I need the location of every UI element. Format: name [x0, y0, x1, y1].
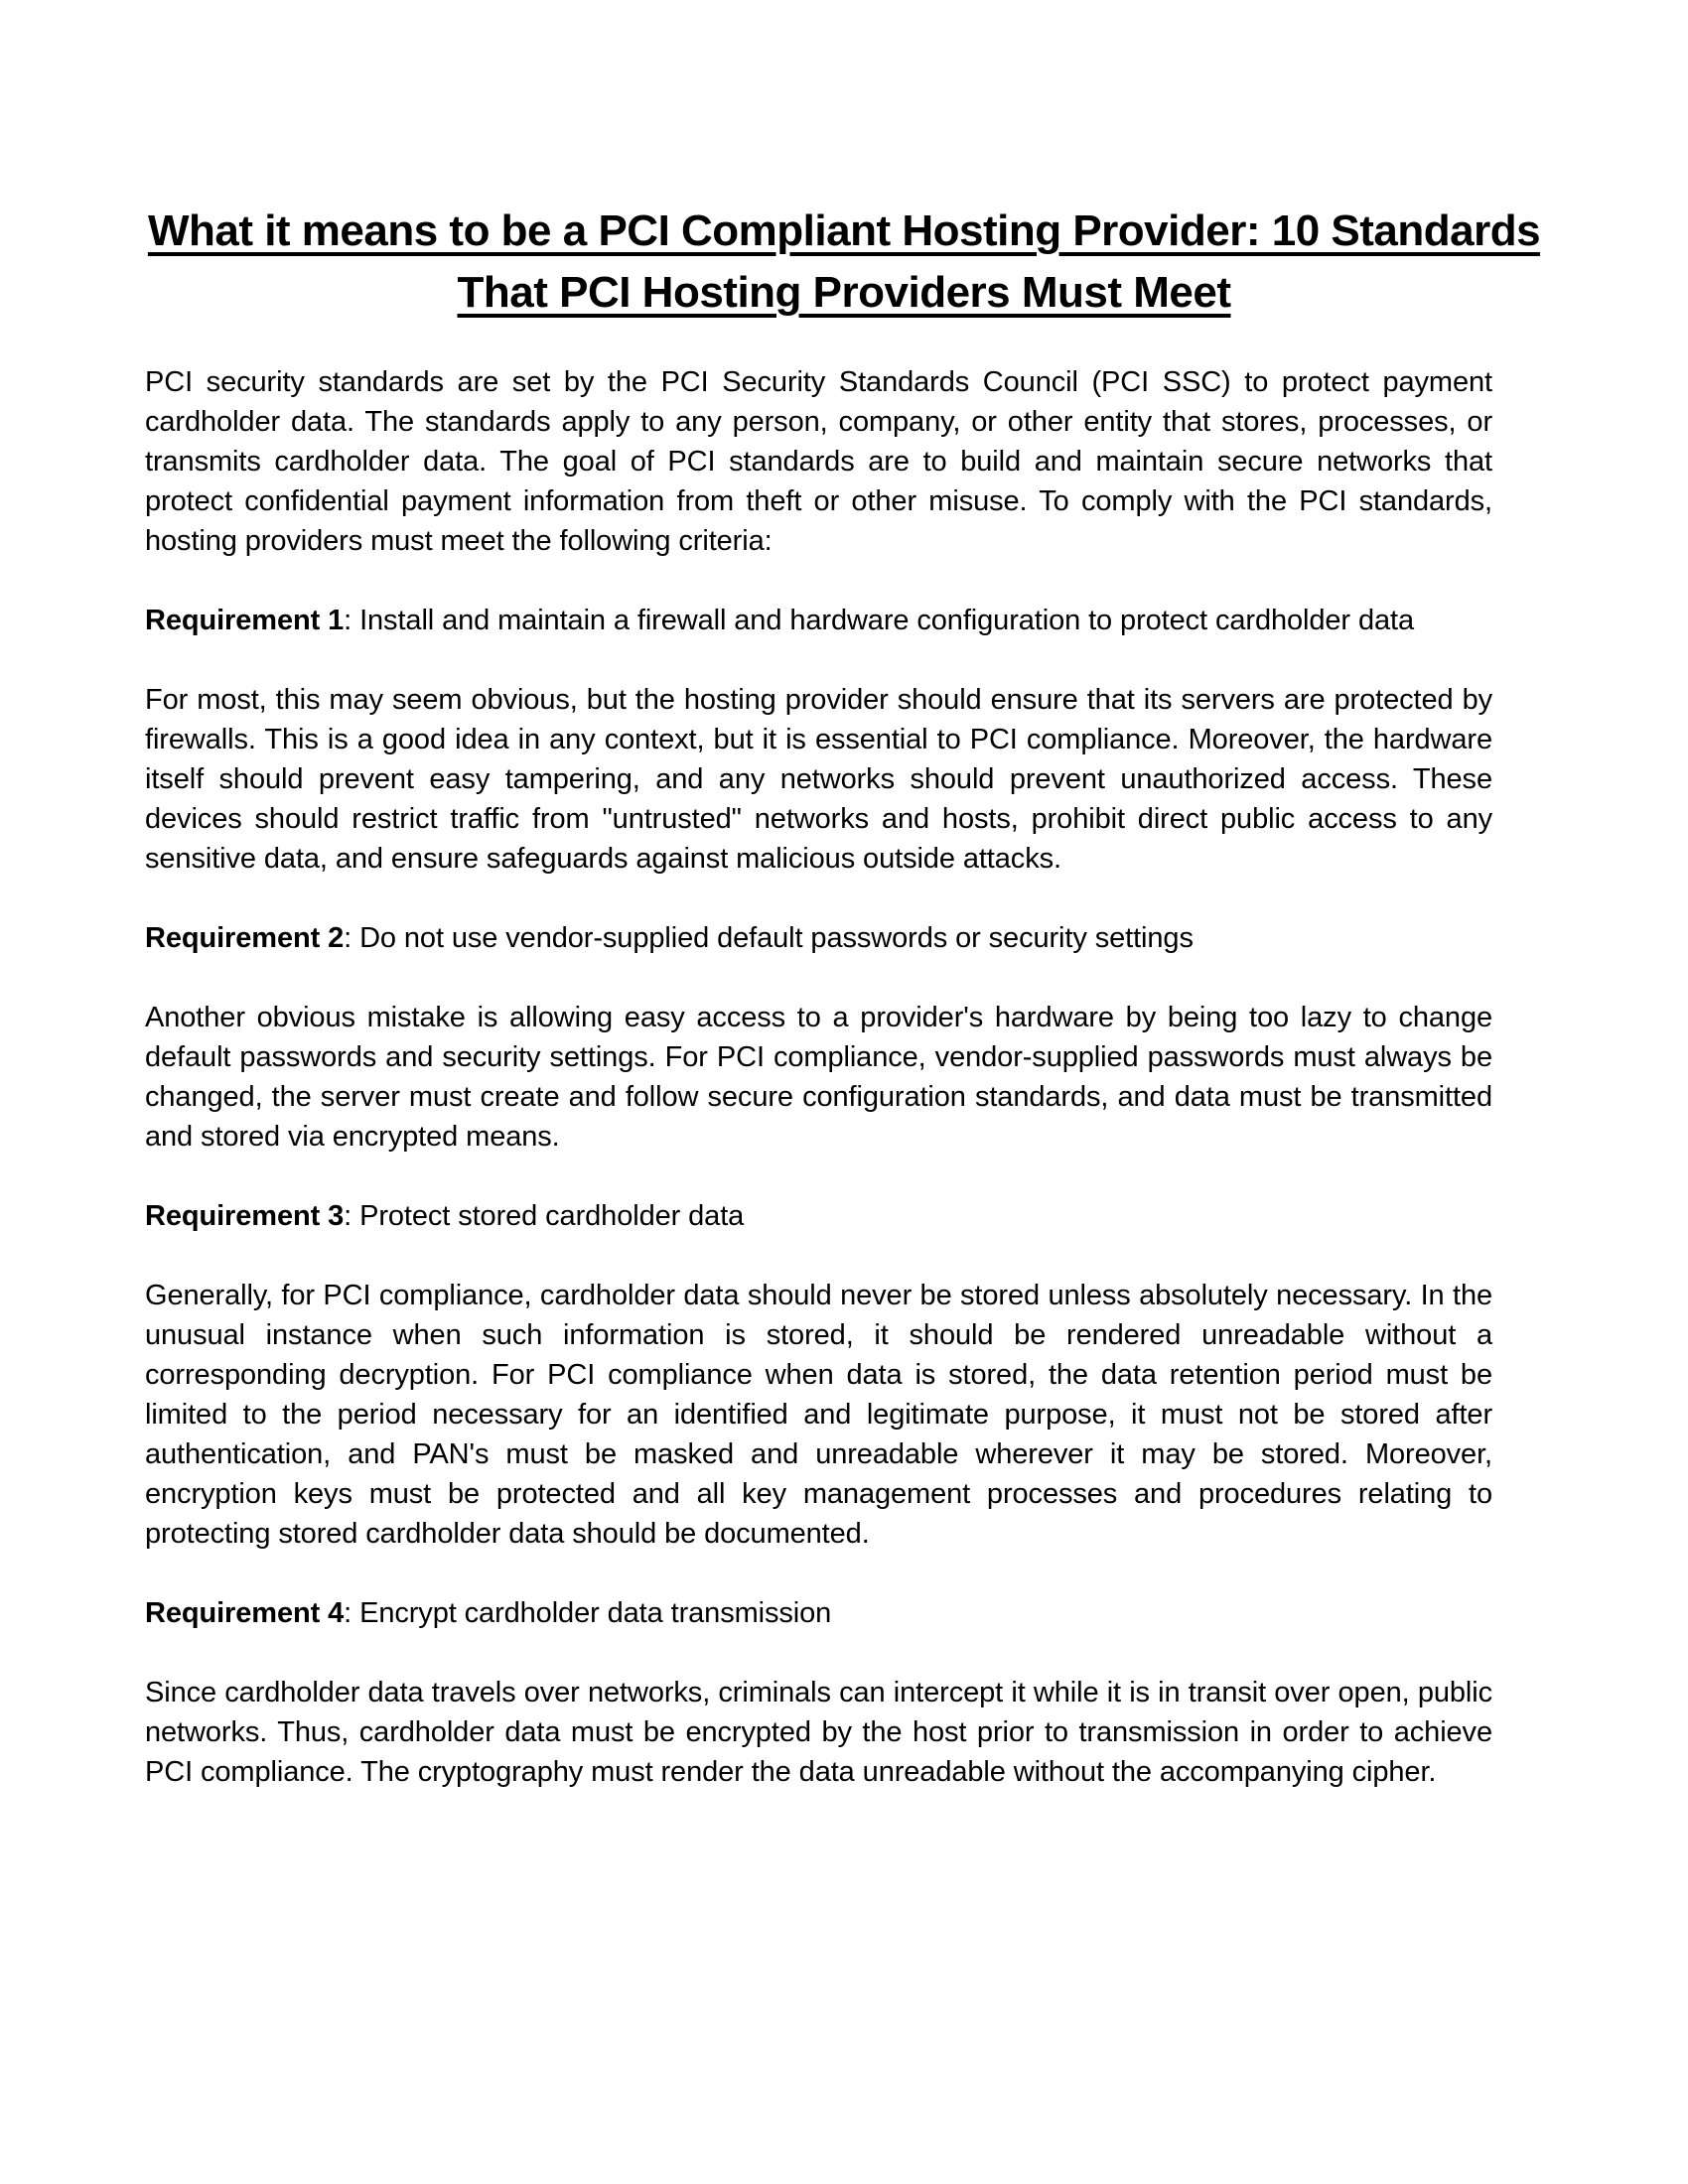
document-title-line-1: What it means to be a PCI Compliant Hosting Provider: 10 Standards [147, 206, 1541, 255]
requirement-3-label: Requirement 3 [145, 1200, 345, 1232]
document-title [0, 0, 1688, 324]
requirement-2-label: Requirement 2 [145, 922, 345, 954]
requirement-4-label: Requirement 4 [145, 1597, 345, 1629]
requirement-2-heading [145, 918, 1492, 958]
document-title-line-2: That PCI Hosting Providers Must Meet [457, 268, 1231, 317]
requirement-1-heading [145, 601, 1492, 640]
requirement-3-body: Generally, for PCI compliance, cardholder data should never be stored unless absolutely necessary. In the unusual instance when such information is stored, it should be rendered unreadable without a corresponding decryption. For PCI compliance when data is stored, the data retention period must be limited to the period necessary for an identified and legitimate purpose, it must not be stored after authentication, and PAN's must be masked and unreadable wherever it may be stored. Moreover, encryption keys must be protected and all key management processes and procedures relating to protecting stored cardholder data should be documented. [145, 1280, 1492, 1550]
requirement-4-body: Since cardholder data travels over networks, criminals can intercept it while it is in transit over open, public networks. Thus, cardholder data must be encrypted by the host prior to transmission in order to achieve PCI compliance. The cryptography must render the data unreadable without the accompanying cipher. [145, 1677, 1492, 1788]
intro-paragraph: PCI security standards are set by the PCI Security Standards Council (PCI SSC) to protect payment cardholder data. The standards apply to any person, company, or other entity that stores, processes, or transmits cardholder data. The goal of PCI standards are to build and maintain secure networks that protect confidential payment information from theft or other misuse. To comply with the PCI standards, hosting providers must meet the following criteria: [145, 366, 1492, 557]
requirement-1-heading-text: : Install and maintain a firewall and hardware configuration to protect cardholder data [344, 605, 1414, 636]
requirement-2-body: Another obvious mistake is allowing easy access to a provider's hardware by being too lazy to change default passwords and security settings. For PCI compliance, vendor-supplied passwords must always be changed, the server must create and follow secure configuration standards, and data must be transmitted and stored via encrypted means. [145, 1002, 1492, 1153]
requirement-3-heading-text: : Protect stored cardholder data [344, 1200, 745, 1232]
requirement-4-heading-text: : Encrypt cardholder data transmission [344, 1597, 832, 1629]
requirement-4-heading [145, 1593, 1492, 1633]
requirement-1-body: For most, this may seem obvious, but the hosting provider should ensure that its servers are protected by firewalls. This is a good idea in any context, but it is essential to PCI compliance. Moreover, the hardware itself should prevent easy tampering, and any networks should prevent unauthorized access. These devices should restrict traffic from "untrusted" networks and hosts, prohibit direct public access to any sensitive data, and ensure safeguards against malicious outside attacks. [145, 684, 1492, 875]
requirement-3-heading [145, 1196, 1492, 1236]
requirement-1-label: Requirement 1 [145, 605, 345, 636]
text-column [145, 362, 1492, 1792]
requirement-2-heading-text: : Do not use vendor-supplied default passwords or security settings [344, 922, 1194, 954]
